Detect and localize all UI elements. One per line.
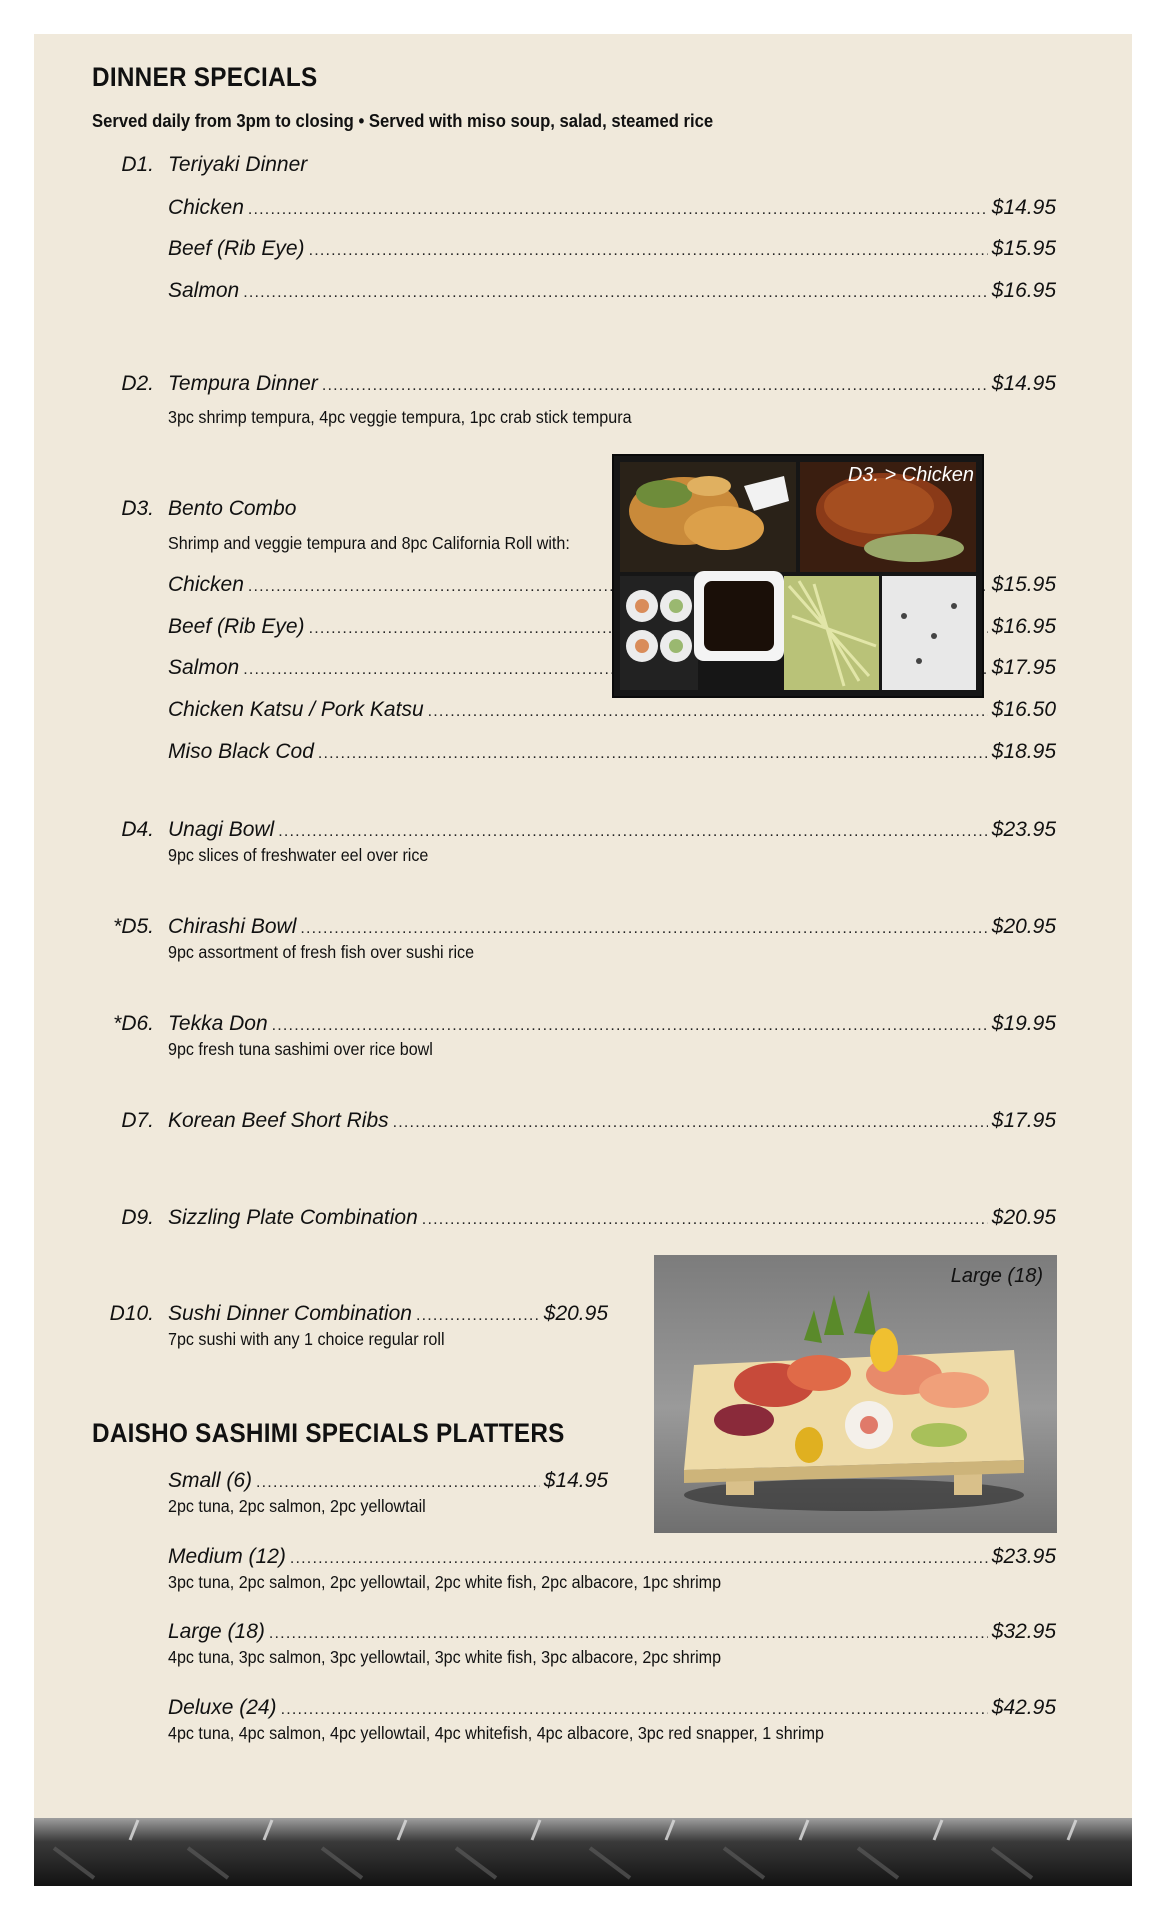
- leader-dots: [243, 284, 988, 302]
- menu-line-d2: [168, 372, 1056, 396]
- leader-dots: [322, 377, 988, 395]
- item-name: Tekka Don: [168, 1012, 268, 1035]
- item-description-sashimi-medium: 3pc tuna, 2pc salmon, 2pc yellowtail, 2pc white fish, 2pc albacore, 1pc shrimp: [168, 1572, 722, 1592]
- item-name: Small (6): [168, 1469, 253, 1492]
- menu-line-d9: [168, 1206, 1056, 1230]
- item-description-d2: 3pc shrimp tempura, 4pc veggie tempura, 1pc crab stick tempura: [168, 407, 632, 427]
- leader-dots: [300, 920, 987, 938]
- leader-dots: [248, 201, 988, 219]
- menu-line-d7: [168, 1109, 1056, 1133]
- bento-combo-photo: [612, 454, 984, 698]
- menu-line-sashimi-small: [168, 1469, 608, 1493]
- menu-line-d1-chicken: [168, 196, 1056, 220]
- item-description-d3: Shrimp and veggie tempura and 8pc California Roll with:: [168, 533, 570, 553]
- item-description-d4: 9pc slices of freshwater eel over rice: [168, 845, 429, 865]
- item-price: $32.95: [991, 1620, 1056, 1643]
- section-title-dinner-specials: DINNER SPECIALS: [92, 62, 318, 92]
- item-number-d5: *D5.: [113, 915, 154, 938]
- bento-box-illustration: [614, 456, 982, 696]
- leader-dots: [428, 703, 988, 721]
- item-name: Large (18): [168, 1620, 265, 1643]
- menu-line-d6: [168, 1012, 1056, 1036]
- item-description-d10: 7pc sushi with any 1 choice regular roll: [168, 1329, 445, 1349]
- menu-line-d10: [168, 1302, 608, 1326]
- menu-line-d3-katsu: [168, 698, 1056, 722]
- leader-dots: [309, 242, 988, 260]
- item-name: Chicken: [168, 196, 244, 219]
- item-price: $17.95: [991, 1109, 1056, 1132]
- item-title-teriyaki-dinner: Teriyaki Dinner: [168, 153, 308, 176]
- sashimi-photo-caption: Large (18): [950, 1265, 1043, 1287]
- item-price: $16.50: [991, 698, 1056, 721]
- leader-dots: [318, 745, 988, 763]
- leader-dots: [278, 823, 988, 841]
- item-price: $23.95: [991, 1545, 1056, 1568]
- item-price: $15.95: [991, 237, 1056, 260]
- item-name: Chicken: [168, 573, 244, 596]
- item-price: $15.95: [991, 573, 1056, 596]
- item-price: $23.95: [991, 818, 1056, 841]
- item-name: Sushi Dinner Combination: [168, 1302, 412, 1325]
- section-subtitle: Served daily from 3pm to closing • Served with miso soup, salad, steamed rice: [92, 110, 714, 131]
- leader-dots: [422, 1211, 988, 1229]
- item-price: $42.95: [991, 1696, 1056, 1719]
- item-price: $14.95: [991, 372, 1056, 395]
- menu-line-d1-beef: [168, 237, 1056, 261]
- item-price: $16.95: [991, 615, 1056, 638]
- item-name: Unagi Bowl: [168, 818, 275, 841]
- item-price: $20.95: [991, 1206, 1056, 1229]
- bento-photo-caption: D3. > Chicken: [847, 464, 974, 486]
- item-price: $16.95: [991, 279, 1056, 302]
- section-title-sashimi: DAISHO SASHIMI SPECIALS PLATTERS: [92, 1418, 565, 1448]
- menu-line-sashimi-deluxe: [168, 1696, 1056, 1720]
- item-description-d6: 9pc fresh tuna sashimi over rice bowl: [168, 1039, 433, 1059]
- leader-dots: [269, 1625, 988, 1643]
- item-number-d6: *D6.: [113, 1012, 154, 1035]
- item-name: Beef (Rib Eye): [168, 237, 305, 260]
- item-number-d1: D1.: [121, 153, 154, 176]
- item-name: Tempura Dinner: [168, 372, 318, 395]
- item-name: Salmon: [168, 656, 240, 679]
- item-number-d7: D7.: [121, 1109, 154, 1132]
- item-number-d3: D3.: [121, 497, 154, 520]
- item-price: $19.95: [991, 1012, 1056, 1035]
- item-price: $14.95: [543, 1469, 608, 1492]
- item-name: Deluxe (24): [168, 1696, 277, 1719]
- leader-dots: [393, 1114, 988, 1132]
- item-price: $14.95: [991, 196, 1056, 219]
- menu-line-d4: [168, 818, 1056, 842]
- item-description-sashimi-deluxe: 4pc tuna, 4pc salmon, 4pc yellowtail, 4pc whitefish, 4pc albacore, 3pc red snapper, 1 shrimp: [168, 1723, 824, 1743]
- item-number-d9: D9.: [121, 1206, 154, 1229]
- item-name: Beef (Rib Eye): [168, 615, 305, 638]
- item-number-d10: D10.: [109, 1302, 154, 1325]
- item-price: $18.95: [991, 740, 1056, 763]
- menu-line-d5: [168, 915, 1056, 939]
- leader-dots: [290, 1550, 988, 1568]
- item-name: Sizzling Plate Combination: [168, 1206, 418, 1229]
- leader-dots: [416, 1307, 540, 1325]
- leader-dots: [281, 1701, 988, 1719]
- menu-line-sashimi-medium: [168, 1545, 1056, 1569]
- menu-line-sashimi-large: [168, 1620, 1056, 1644]
- item-title-bento-combo: Bento Combo: [168, 497, 297, 520]
- item-name: Chicken Katsu / Pork Katsu: [168, 698, 424, 721]
- leader-dots: [272, 1017, 988, 1035]
- item-price: $20.95: [991, 915, 1056, 938]
- item-description-d5: 9pc assortment of fresh fish over sushi rice: [168, 942, 475, 962]
- item-number-d2: D2.: [121, 372, 154, 395]
- item-name: Chirashi Bowl: [168, 915, 297, 938]
- item-price: $20.95: [543, 1302, 608, 1325]
- diamond-plate-pattern: [34, 1818, 1132, 1886]
- menu-line-d3-black-cod: [168, 740, 1056, 764]
- item-name: Salmon: [168, 279, 240, 302]
- item-description-sashimi-small: 2pc tuna, 2pc salmon, 2pc yellowtail: [168, 1496, 426, 1516]
- item-name: Medium (12): [168, 1545, 286, 1568]
- item-description-sashimi-large: 4pc tuna, 3pc salmon, 3pc yellowtail, 3pc white fish, 3pc albacore, 2pc shrimp: [168, 1647, 722, 1667]
- item-price: $17.95: [991, 656, 1056, 679]
- menu-line-d1-salmon: [168, 279, 1056, 303]
- item-name: Korean Beef Short Ribs: [168, 1109, 389, 1132]
- footer-metal-strip: [34, 1818, 1132, 1886]
- leader-dots: [256, 1474, 540, 1492]
- sashimi-platter-photo: [654, 1255, 1057, 1533]
- sashimi-board-illustration: [654, 1255, 1057, 1533]
- item-number-d4: D4.: [121, 818, 154, 841]
- item-name: Miso Black Cod: [168, 740, 314, 763]
